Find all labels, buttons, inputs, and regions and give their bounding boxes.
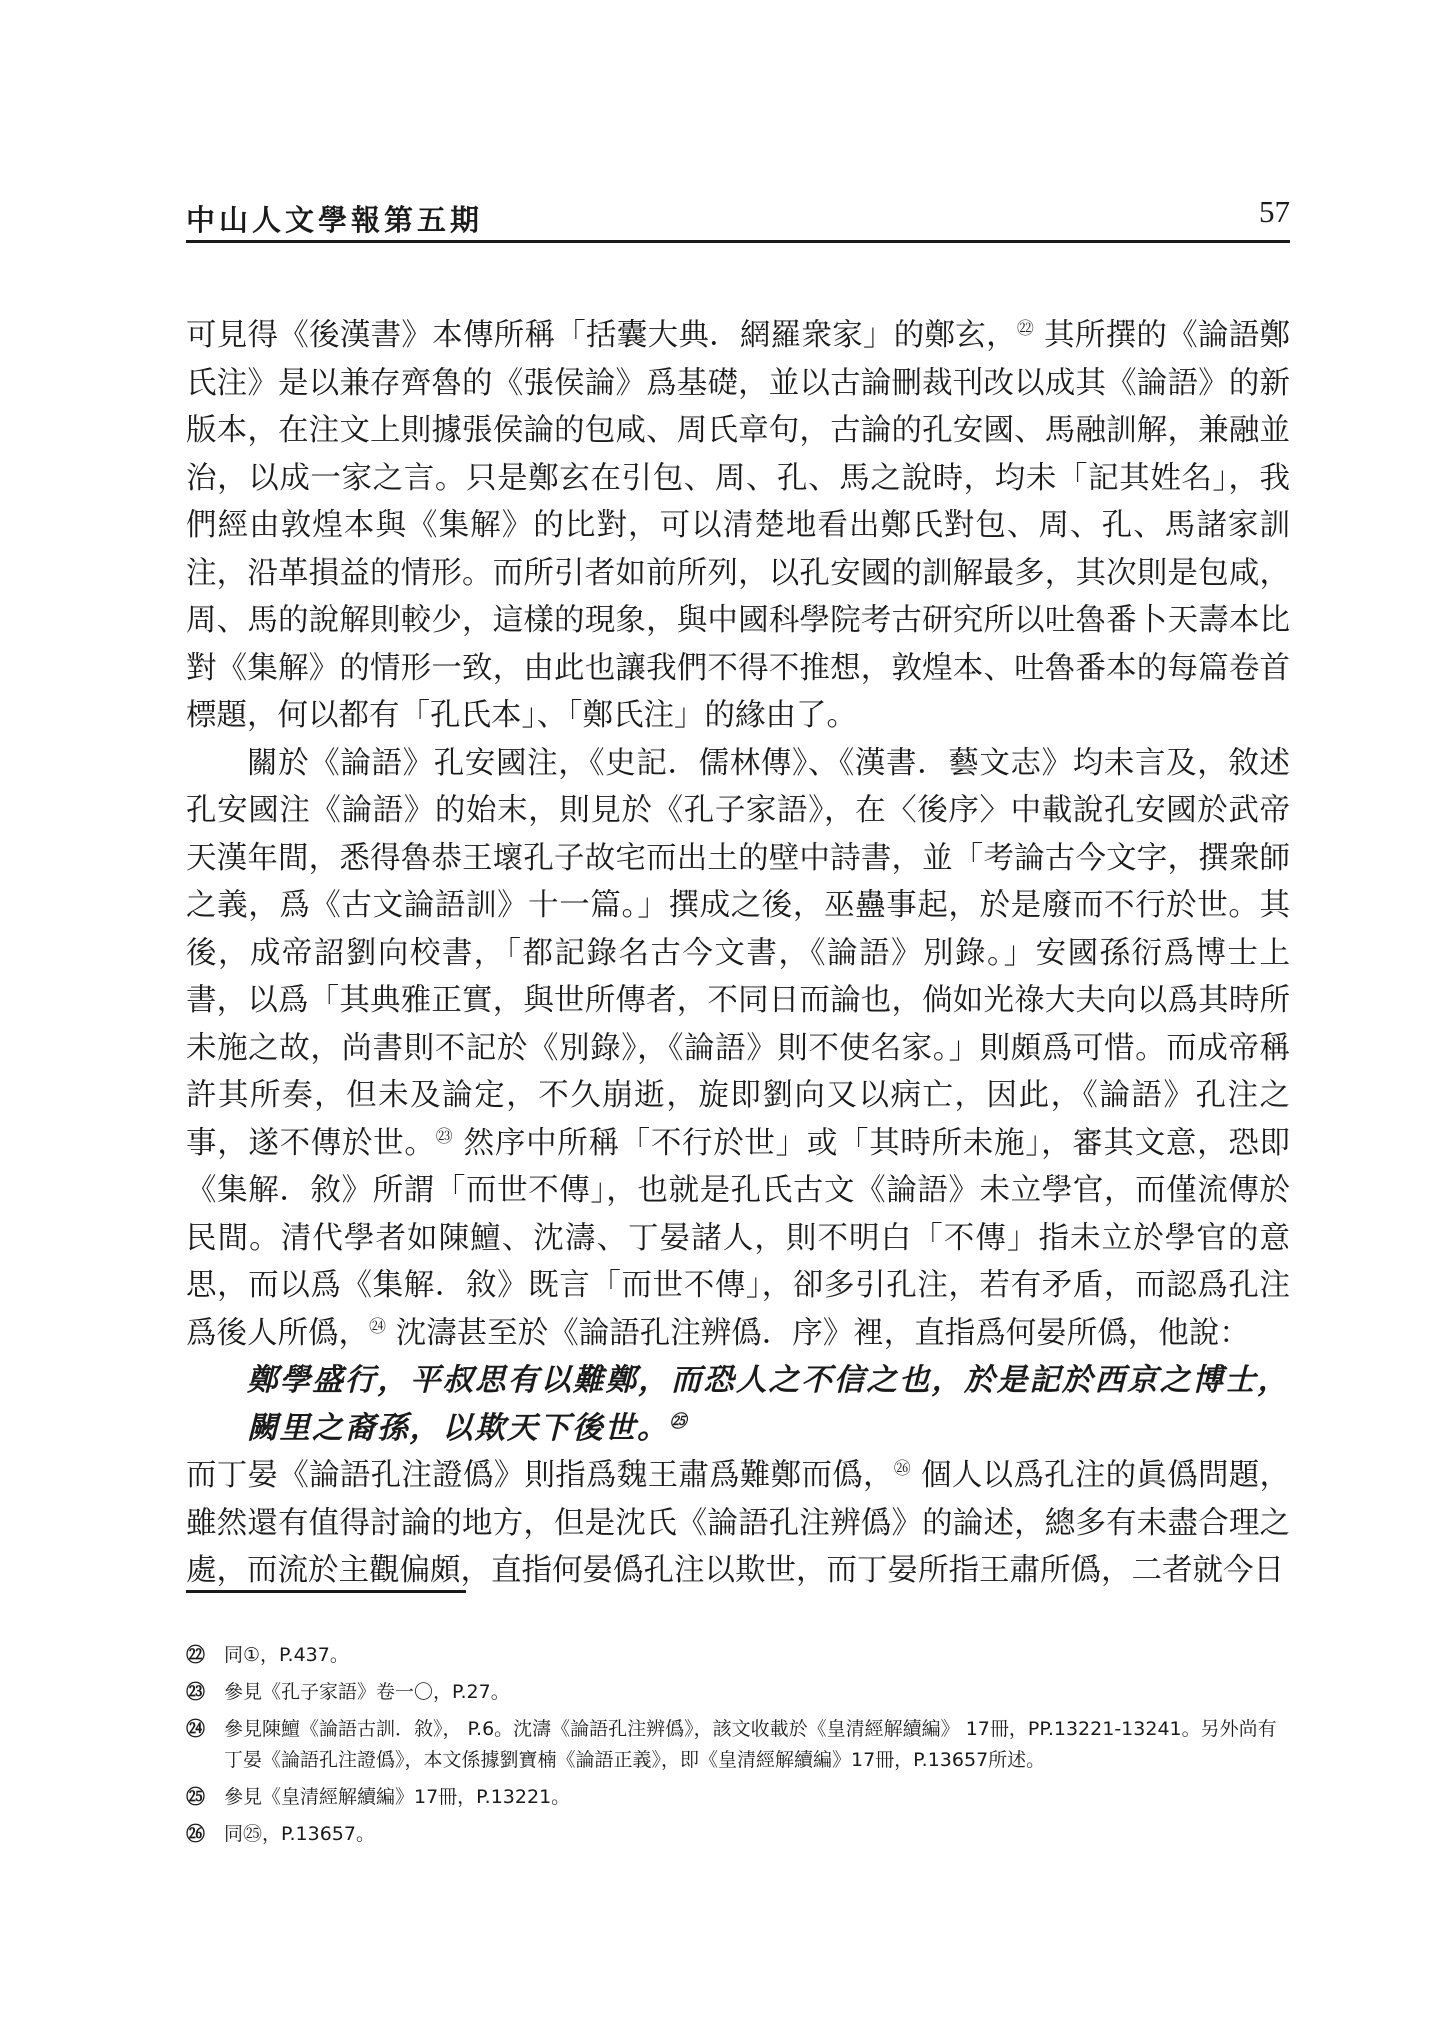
paragraph-text: 然序中所稱「不行於世」或「其時所未施」，審其文意，恐即《集解．敘》所謂「而世不傳」，也就是孔氏古文《論語》未立學官，而僅流傳於民間。清代學者如陳鱣、沈濤、丁晏諸人，則不明白「不傳」指未立於學官的意思，而以爲《集解．敘》既言「而世不傳」，卻多引孔注，若有矛盾，而認爲孔注爲後人所僞，: [186, 1125, 1291, 1351]
footnote-marker: ㉔: [369, 1316, 386, 1337]
paragraph-2: [186, 740, 1290, 1358]
footnote: [186, 1782, 1290, 1813]
footnote-marker: ㉒: [1016, 318, 1035, 339]
paragraph-text: 其所撰的《論語鄭氏注》是以兼存齊魯的《張侯論》爲基礎，並以古論刪裁刊改以成其《論語》的新版本，在注文上則據張侯論的包咸、周氏章句，古論的孔安國、馬融訓解，兼融並治，以成一家之言。只是鄭玄在引包、周、孔、馬之說時，均未「記其姓名」，我們經由敦煌本與《集解》的比對，可以清楚地看出鄭氏對包、周、孔、馬諸家訓注，沿革損益的情形。而所引者如前所列，以孔安國的訓解最多，其次則是包咸，周、馬的說解則較少，這樣的現象，與中國科學院考古研究所以吐魯番卜天壽本比對《集解》的情形一致，由此也讓我們不得不推想，敦煌本、吐魯番本的每篇卷首標題，何以都有「孔氏本」、「鄭氏注」的緣由了。: [186, 318, 1291, 733]
footnote-number: ㉖: [186, 1823, 206, 1845]
journal-title: 中山人文學報第五期: [186, 203, 484, 237]
footnote: [186, 1677, 1290, 1708]
footnote-marker: ㉓: [435, 1126, 454, 1147]
footnote: [186, 1819, 1290, 1850]
header-rule: [186, 240, 1290, 243]
paragraph-text: 可見得《後漢書》本傳所稱「括囊大典．網羅衆家」的鄭玄，: [186, 318, 1017, 353]
footnote-number: ㉒: [186, 1644, 206, 1666]
footnote-text: 參見陳鱣《論語古訓．敘》， P.6。沈濤《論語孔注辨僞》，該文收載於《皇清經解續編》 17冊，PP.13221-13241。另外尚有丁晏《論語孔注證僞》，本文係據劉寶楠《論語正義》，即《皇清經解續編》17冊，P.13657所述。: [224, 1718, 1277, 1771]
footnote-marker: ㉖: [893, 1458, 912, 1479]
paragraph-1: [186, 312, 1290, 740]
paragraph-text: 而丁晏《論語孔注證僞》則指爲魏王肅爲難鄭而僞，: [186, 1458, 894, 1493]
paragraph-3: [186, 1452, 1290, 1595]
footnote-text: 同㉕，P.13657。: [224, 1823, 375, 1845]
paragraph-text: 沈濤甚至於《論語孔注辨僞．序》裡，直指爲何晏所僞，他說：: [386, 1315, 1250, 1351]
footnote: [186, 1640, 1290, 1671]
footnote-text: 參見《皇清經解續編》17冊，P.13221。: [224, 1786, 571, 1808]
footnote-number: ㉓: [186, 1681, 206, 1703]
footnote-text: 參見《孔子家語》卷一〇，P.27。: [224, 1681, 510, 1703]
footnotes: [186, 1640, 1290, 1856]
body-text: [186, 312, 1290, 1595]
footnote: [186, 1714, 1290, 1776]
footnote-marker: ㉕: [669, 1411, 689, 1432]
footnote-text: 同①，P.437。: [224, 1644, 349, 1666]
running-header: [186, 196, 1290, 242]
footnote-number: ㉔: [186, 1718, 206, 1740]
paragraph-text: 鄭學盛行，平叔思有以難鄭，而恐人之不信之也，於是記於西京之博士，闕里之裔孫，以欺天下後世。: [247, 1362, 1290, 1446]
page-number: 57: [1259, 194, 1290, 229]
block-quote: [186, 1357, 1290, 1452]
footnote-rule: [186, 1590, 466, 1593]
paragraph-text: 關於《論語》孔安國注，《史記．儒林傳》、《漢書．藝文志》均未言及，敘述孔安國注《論語》的始末，則見於《孔子家語》，在〈後序〉中載說孔安國於武帝天漢年間，悉得魯恭王壞孔子故宅而出土的壁中詩書，並「考論古今文字，撰衆師之義，爲《古文論語訓》十一篇。」撰成之後，巫蠱事起，於是廢而不行於世。其後，成帝詔劉向校書，「都記錄名古今文書，《論語》別錄。」安國孫衍爲博士上書，以爲「其典雅正實，與世所傳者，不同日而論也，倘如光祿大夫向以爲其時所未施之故，尚書則不記於《別錄》，《論語》則不使名家。」則頗爲可惜。而成帝稱許其所奏，但未及論定，不久崩逝，旋即劉向又以病亡，因此，《論語》孔注之事，遂不傳於世。: [186, 745, 1290, 1161]
paragraph-text: 個人以爲孔注的眞僞問題，雖然還有值得討論的地方，但是沈氏《論語孔注辨僞》的論述，總多有未盡合理之處，而流於主觀偏頗，直指何晏僞孔注以欺世，而丁晏所指王肅所僞，二者就今日: [186, 1458, 1291, 1588]
footnote-number: ㉕: [186, 1786, 206, 1808]
